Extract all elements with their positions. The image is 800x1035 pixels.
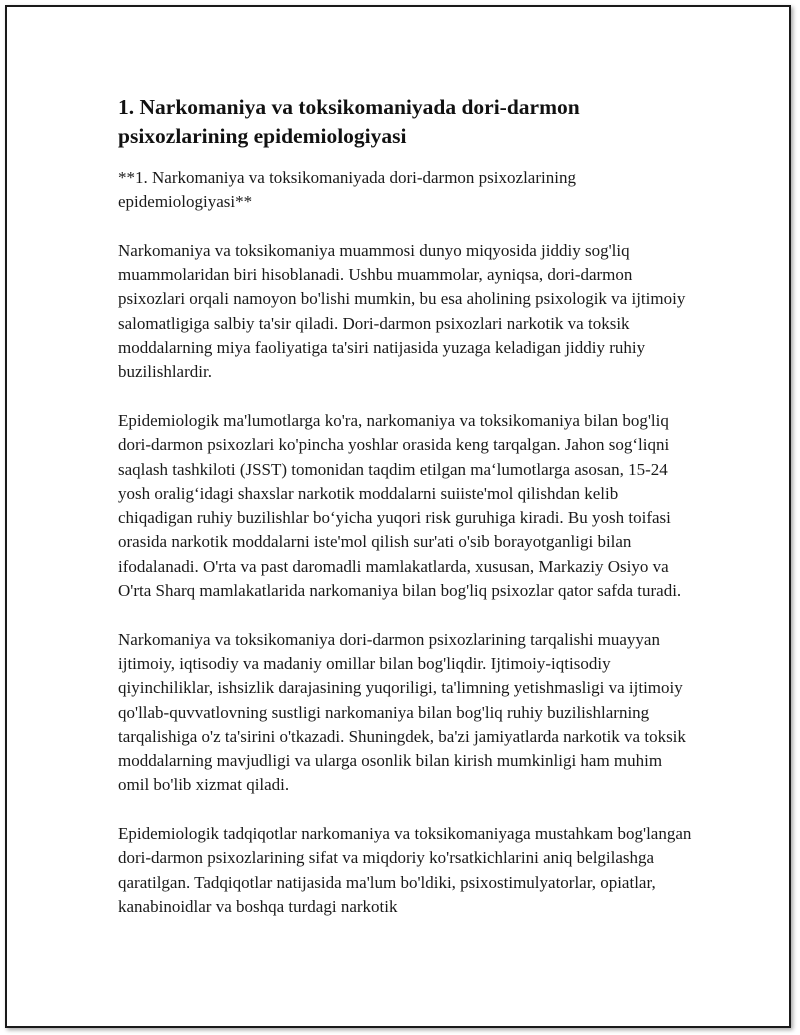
document-page — [5, 5, 791, 1028]
document-content — [118, 93, 693, 944]
document-title: 1. Narkomaniya va toksikomaniyada dori-darmon psixozlarining epidemiologiyasi — [118, 95, 580, 148]
paragraph-intro: Narkomaniya va toksikomaniya muammosi dunyo miqyosida jiddiy sog'liq muammolaridan biri hisoblanadi. Ushbu muammolar, ayniqsa, dori-darmon psixozlari orqali namoyon bo'lishi mumkin, bu esa aholining psixologik va ijtimoiy salomatligiga salbiy ta'sir qiladi. Dori-darmon psixozlari narkotik va toksik moddalarning miya faoliyatiga ta'siri natijasida yuzaga keladigan jiddiy ruhiy buzilishlardir. — [118, 240, 686, 382]
paragraph-epidemiology: Epidemiologik ma'lumotlarga ko'ra, narkomaniya va toksikomaniya bilan bog'liq dori-darmon psixozlari ko'pincha yoshlar orasida keng tarqalgan. Jahon sog‘liqni saqlash tashkiloti (JSST) tomonidan taqdim etilgan ma‘lumotlarga asosan, 15-24 yosh oralig‘idagi shaxslar narkotik moddalarni suiiste'mol qilishdan kelib chiqadigan ruhiy buzilishlar bo‘yicha yuqori risk guruhiga kiradi. Bu yosh toifasi orasida narkotik moddalarni iste'mol qilish sur'ati o'sib borayotganligi bilan ifodalanadi. O'rta va past daromadli mamlakatlarda, xususan, Markaziy Osiyo va O'rta Sharq mamlakatlarida narkomaniya bilan bog'liq psixozlar qator safda turadi. — [118, 410, 682, 601]
paragraph-factors: Narkomaniya va toksikomaniya dori-darmon psixozlarining tarqalishi muayyan ijtimoiy, iqtisodiy va madaniy omillar bilan bog'liqdir. Ijtimoiy-iqtisodiy qiyinchiliklar, ishsizlik darajasining yuqoriligi, ta'limning yetishmasligi va ijtimoiy qo'llab-quvvatlovning sustligi narkomaniya bilan bog'liq ruhiy buzilishlarning tarqalishiga o'z ta'sirini o'tkazadi. Shuningdek, ba'zi jamiyatlarda narkotik va toksik moddalarning mavjudligi va ularga osonlik bilan kirish mumkinligi ham muhim omil bo'lib xizmat qiladi. — [118, 629, 686, 795]
paragraph-research: Epidemiologik tadqiqotlar narkomaniya va toksikomaniyaga mustahkam bog'langan dori-darmon psixozlarining sifat va miqdoriy ko'rsatkichlarini aniq belgilashga qaratilgan. Tadqiqotlar natijasida ma'lum bo'ldiki, psixostimulyatorlar, opiatlar, kanabinoidlar va boshqa turdagi narkotik — [118, 824, 692, 916]
paragraph-bold-heading: **1. Narkomaniya va toksikomaniyada dori-darmon psixozlarining epidemiologiyasi** — [118, 168, 576, 212]
